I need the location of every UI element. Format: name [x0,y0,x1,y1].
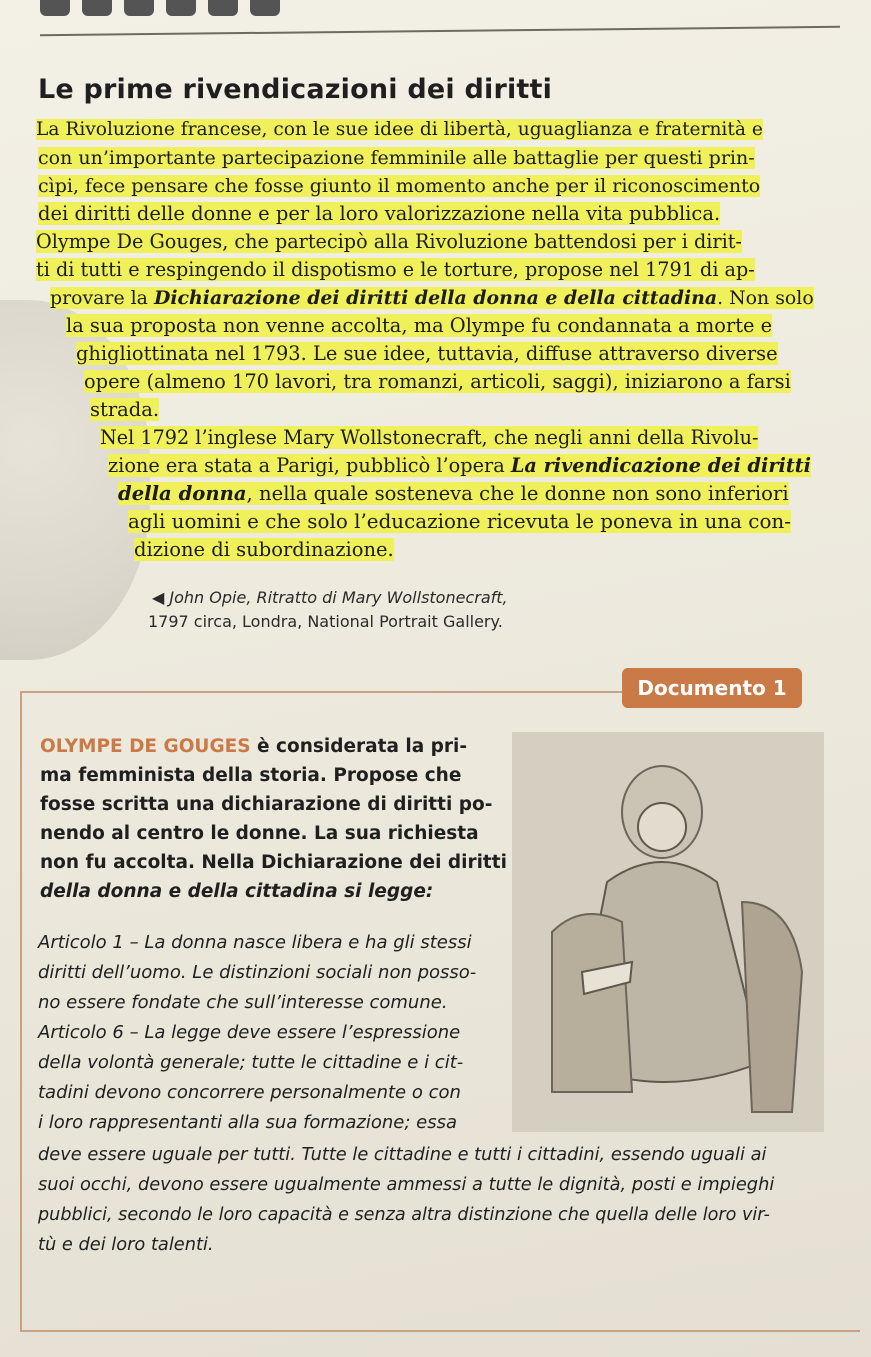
document-top-border [20,691,630,693]
document-badge: Documento 1 [622,668,802,708]
document-bottom-border [20,1330,860,1332]
body-line: zione era stata a Parigi, pubblicò l’opera La rivendicazione dei diritti [108,454,811,477]
header-decoration [40,0,310,22]
body-line: ghigliottinata nel 1793. Le sue idee, tuttavia, diffuse attraverso diverse [76,342,778,365]
article-line: tadini devono concorrere personalmente o con [38,1082,461,1103]
body-line: ti di tutti e respingendo il dispotismo e le torture, propose nel 1791 di ap- [36,258,755,281]
body-line: opere (almeno 170 lavori, tra romanzi, articoli, saggi), iniziarono a farsi [84,370,791,393]
document-intro-line: OLYMPE DE GOUGES è considerata la pri- [40,736,468,757]
article-line: pubblici, secondo le loro capacità e senza altra distinzione che quella delle loro vir- [38,1205,770,1225]
document-intro-line: della donna e della cittadina si legge: [40,881,434,902]
body-line: dei diritti delle donne e per la loro valorizzazione nella vita pubblica. [38,202,721,225]
top-divider [40,26,840,36]
body-line: strada. [90,398,160,421]
section-title: Le prime rivendicazioni dei diritti [38,74,553,105]
document-name: OLYMPE DE GOUGES [40,736,251,757]
olympe-de-gouges-portrait [512,732,824,1132]
body-line: con un’importante partecipazione femminile alle battaglie per questi prin- [38,147,755,169]
body-line: agli uomini e che solo l’educazione ricevuta le poneva in una con- [128,510,791,533]
article-line: diritti dell’uomo. Le distinzioni sociali non posso- [38,962,477,983]
body-line: Nel 1792 l’inglese Mary Wollstonecraft, che negli anni della Rivolu- [100,426,759,449]
body-line: la sua proposta non venne accolta, ma Olympe fu condannata a morte e [66,314,773,337]
body-line: cìpi, fece pensare che fosse giunto il momento anche per il riconoscimento [38,175,761,197]
image-caption: ◀ John Opie, Ritratto di Mary Wollstonecraft, [152,588,508,607]
body-line: La Rivoluzione francese, con le sue idee di libertà, uguaglianza e fraternità e [36,119,763,140]
article-line: della volontà generale; tutte le cittadine e i cit- [38,1052,464,1073]
article-line: deve essere uguale per tutti. Tutte le cittadine e tutti i cittadini, essendo uguali ai [38,1144,767,1165]
body-line: Olympe De Gouges, che partecipò alla Rivoluzione battendosi per i dirit- [36,230,742,253]
body-line: provare la Dichiarazione dei diritti della donna e della cittadina. Non solo [50,287,814,309]
body-line: dizione di subordinazione. [134,538,394,561]
document-intro-line: ma femminista della storia. Propose che [40,765,462,786]
article-line: Articolo 6 – La legge deve essere l’espressione [38,1022,461,1043]
caption-arrow-icon: ◀ [152,588,165,607]
document-intro-line: fosse scritta una dichiarazione di diritti po- [40,794,493,815]
document-intro-line: nendo al centro le donne. La sua richiesta [40,823,479,844]
article-line: tù e dei loro talenti. [38,1234,214,1255]
body-line: della donna, nella quale sosteneva che le donne non sono inferiori [118,482,789,505]
article-line: no essere fondate che sull’interesse comune. [38,992,448,1013]
document-intro-line: non fu accolta. Nella Dichiarazione dei diritti [40,852,507,873]
article-line: i loro rappresentanti alla sua formazione; essa [38,1112,457,1133]
article-line: Articolo 1 – La donna nasce libera e ha gli stessi [38,932,472,953]
portrait-sketch [512,732,824,1132]
document-left-border [20,692,22,1332]
image-caption-source: 1797 circa, Londra, National Portrait Gallery. [148,612,503,631]
article-line: suoi occhi, devono essere ugualmente ammessi a tutte le dignità, posti e impieghi [38,1174,775,1195]
